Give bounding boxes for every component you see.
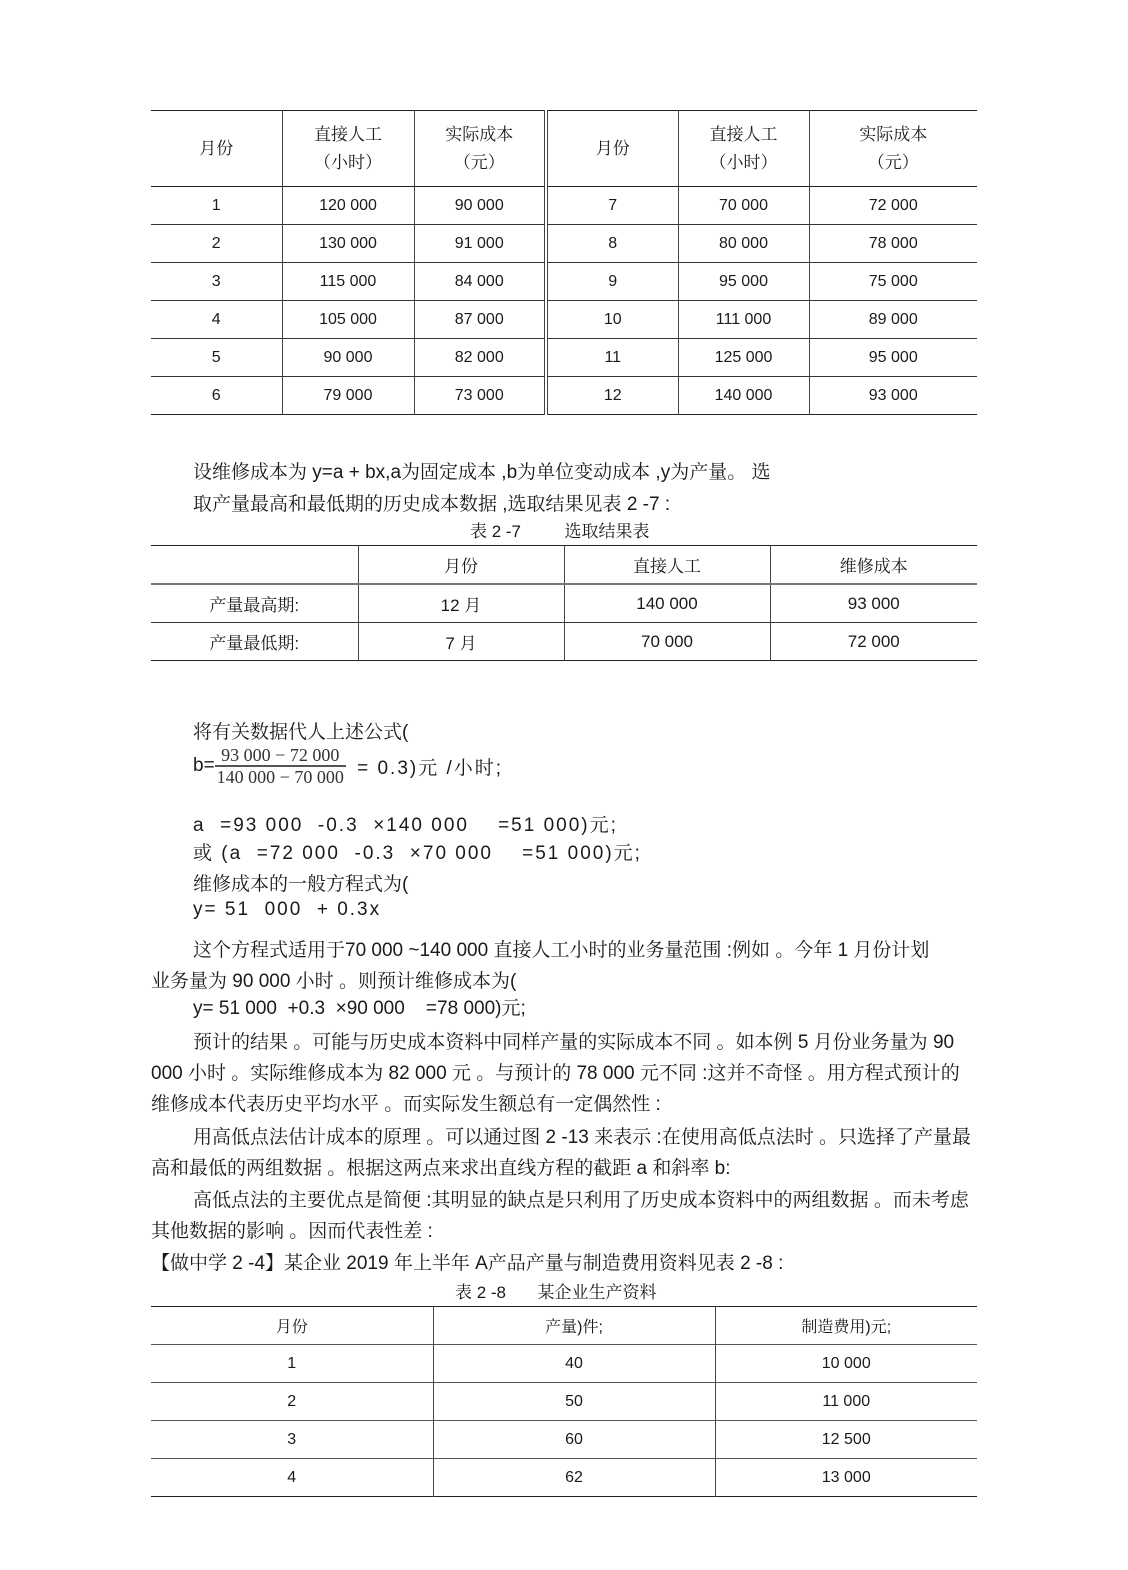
table-cell: 105 000	[282, 301, 414, 339]
table-cell: 90 000	[282, 339, 414, 377]
table-cell: 40	[433, 1345, 715, 1383]
caption-title: 某企业生产资料	[537, 1283, 657, 1302]
table-cell: 125 000	[678, 339, 809, 377]
paragraph-3: 用高低点法估计成本的原理 。可以通过图 2 -13 来表示 :在使用高低点法时 。只选择了产量最高和最低的两组数据 。根据这两点来求出直线方程的截距 a 和斜率 b:	[151, 1127, 971, 1179]
selection-result-table	[151, 545, 977, 661]
table-cell: 93 000	[809, 377, 977, 415]
monthly-cost-table	[151, 110, 977, 415]
header-actual-cost	[809, 111, 977, 187]
table-cell: 3	[151, 1421, 433, 1459]
table-cell: 7	[546, 187, 678, 225]
table-row	[151, 1345, 977, 1383]
table-cell: 9	[546, 263, 678, 301]
intro-line-2: 取产量最高和最低期的历史成本数据 ,选取结果见表 2 -7 :	[193, 494, 671, 515]
header-month	[151, 111, 282, 187]
intro-line-1: 设维修成本为 y=a + bx,a为固定成本 ,b为单位变动成本 ,y为产量。 选	[193, 462, 771, 483]
fraction-numerator: 93 000 − 72 000	[221, 745, 340, 765]
table-header-cell: 直接人工	[564, 546, 770, 585]
table-2-7-caption	[470, 517, 650, 542]
table-cell: 111 000	[678, 301, 809, 339]
table-row	[151, 377, 977, 415]
table-cell: 80 000	[678, 225, 809, 263]
table-row	[151, 263, 977, 301]
table-header-row	[151, 111, 977, 187]
table-header-row	[151, 546, 977, 585]
table-cell: 90 000	[414, 187, 546, 225]
table-header-cell: 月份	[358, 546, 564, 585]
table-cell: 140 000	[564, 584, 770, 623]
table-cell: 95 000	[678, 263, 809, 301]
table-row	[151, 225, 977, 263]
table-cell: 1	[151, 1345, 433, 1383]
table-row	[151, 1421, 977, 1459]
table-cell: 12	[546, 377, 678, 415]
formula-a: a =93 000 -0.3 ×140 000 =51 000)元;	[193, 815, 618, 836]
header-month	[546, 111, 678, 187]
table-cell: 115 000	[282, 263, 414, 301]
table-cell: 2	[151, 1383, 433, 1421]
production-data-table	[151, 1306, 977, 1497]
table-header-row	[151, 1307, 977, 1345]
paragraph-4: 高低点法的主要优点是简便 :其明显的缺点是只利用了历史成本资料中的两组数据 。而未考虑其他数据的影响 。因而代表性差 :	[151, 1190, 969, 1242]
table-cell: 72 000	[770, 623, 977, 661]
table-cell: 6	[151, 377, 282, 415]
table-cell: 84 000	[414, 263, 546, 301]
header-text: 月份	[199, 138, 234, 158]
calc-lead: 将有关数据代人上述公式(	[193, 722, 409, 743]
table-cell: 11	[546, 339, 678, 377]
table-row	[151, 339, 977, 377]
table-header-cell: 月份	[275, 1319, 308, 1336]
table-row	[151, 1383, 977, 1421]
formula-b	[193, 745, 503, 787]
table-cell: 1	[151, 187, 282, 225]
header-text: 实际成本	[445, 124, 514, 144]
header-unit: （小时）	[709, 152, 778, 172]
table-cell: 93 000	[770, 584, 977, 623]
table-row	[151, 301, 977, 339]
table-cell: 87 000	[414, 301, 546, 339]
table-cell: 3	[151, 263, 282, 301]
table-cell: 72 000	[809, 187, 977, 225]
table-cell: 7 月	[358, 623, 564, 661]
table-cell: 130 000	[282, 225, 414, 263]
table-header-cell: 维修成本	[770, 546, 977, 585]
paragraph-1-line-1: 这个方程式适用于70 000 ~140 000 直接人工小时的业务量范围 :例如 。今年 1 月份计划	[193, 940, 930, 961]
table-header-cell: 制造费用)元;	[715, 1307, 977, 1345]
table-cell: 5	[151, 339, 282, 377]
table-cell: 78 000	[809, 225, 977, 263]
table-cell: 70 000	[564, 623, 770, 661]
fraction	[215, 745, 346, 787]
table-header-cell: 产量)件;	[433, 1307, 715, 1345]
table-row	[151, 623, 977, 661]
table-cell: 60	[433, 1421, 715, 1459]
table-header-cell	[151, 546, 358, 585]
table-row	[151, 1459, 977, 1497]
table-cell: 82 000	[414, 339, 546, 377]
table-cell: 11 000	[715, 1383, 977, 1421]
header-actual-cost	[414, 111, 546, 187]
caption-number: 表 2 -7	[470, 522, 522, 541]
table-row	[151, 584, 977, 623]
header-unit: （小时）	[314, 152, 382, 172]
table-cell: 13 000	[715, 1459, 977, 1497]
header-text: 月份	[595, 138, 630, 158]
table-cell: 73 000	[414, 377, 546, 415]
header-text: 直接人工	[314, 124, 382, 144]
table-cell: 50	[433, 1383, 715, 1421]
formula-b-result: = 0.3)元 /小时;	[357, 757, 504, 779]
table-cell: 4	[151, 1459, 433, 1497]
table-cell: 95 000	[809, 339, 977, 377]
formula-b-prefix: b=	[193, 755, 215, 776]
header-unit: （元）	[867, 152, 919, 172]
table-cell: 12 500	[715, 1421, 977, 1459]
general-eq-lead: 维修成本的一般方程式为(	[193, 874, 409, 895]
header-text: 实际成本	[859, 124, 928, 144]
table-cell: 79 000	[282, 377, 414, 415]
table-cell: 75 000	[809, 263, 977, 301]
table-cell: 10 000	[715, 1345, 977, 1383]
table-cell: 140 000	[678, 377, 809, 415]
table-cell: 89 000	[809, 301, 977, 339]
table-row	[151, 187, 977, 225]
general-eq: y= 51 000 + 0.3x	[193, 899, 382, 920]
table-cell: 10	[546, 301, 678, 339]
paragraph-1-line-2: 业务量为 90 000 小时 。则预计维修成本为(	[151, 971, 517, 992]
row-label: 产量最高期:	[151, 584, 358, 623]
table-2-8-caption	[455, 1278, 657, 1303]
header-labor-hours	[678, 111, 809, 187]
header-labor-hours	[282, 111, 414, 187]
table-cell: 91 000	[414, 225, 546, 263]
table-cell: 4	[151, 301, 282, 339]
paragraph-5: 【做中学 2 -4】某企业 2019 年上半年 A产品产量与制造费用资料见表 2 -8 :	[151, 1253, 784, 1274]
table-cell: 70 000	[678, 187, 809, 225]
header-unit: （元）	[453, 152, 505, 172]
formula-a-alt: 或 (a =72 000 -0.3 ×70 000 =51 000)元;	[193, 843, 642, 864]
table-cell: 120 000	[282, 187, 414, 225]
caption-title: 选取结果表	[564, 522, 650, 541]
table-cell: 8	[546, 225, 678, 263]
table-cell: 12 月	[358, 584, 564, 623]
row-label: 产量最低期:	[151, 623, 358, 661]
header-text: 直接人工	[709, 124, 778, 144]
paragraph-1-eq: y= 51 000 +0.3 ×90 000 =78 000)元;	[193, 998, 526, 1019]
table-cell: 62	[433, 1459, 715, 1497]
table-cell: 2	[151, 225, 282, 263]
fraction-denominator: 140 000 − 70 000	[216, 767, 344, 787]
paragraph-2: 预计的结果 。可能与历史成本资料中同样产量的实际成本不同 。如本例 5 月份业务量为 90 000 小时 。实际维修成本为 82 000 元 。与预计的 78 000 元不同 :这并不奇怪 。用方程式预计的维修成本代表历史平均水平 。而实际发生额总有一定偶然性 :	[151, 1032, 960, 1115]
caption-number: 表 2 -8	[455, 1283, 507, 1302]
